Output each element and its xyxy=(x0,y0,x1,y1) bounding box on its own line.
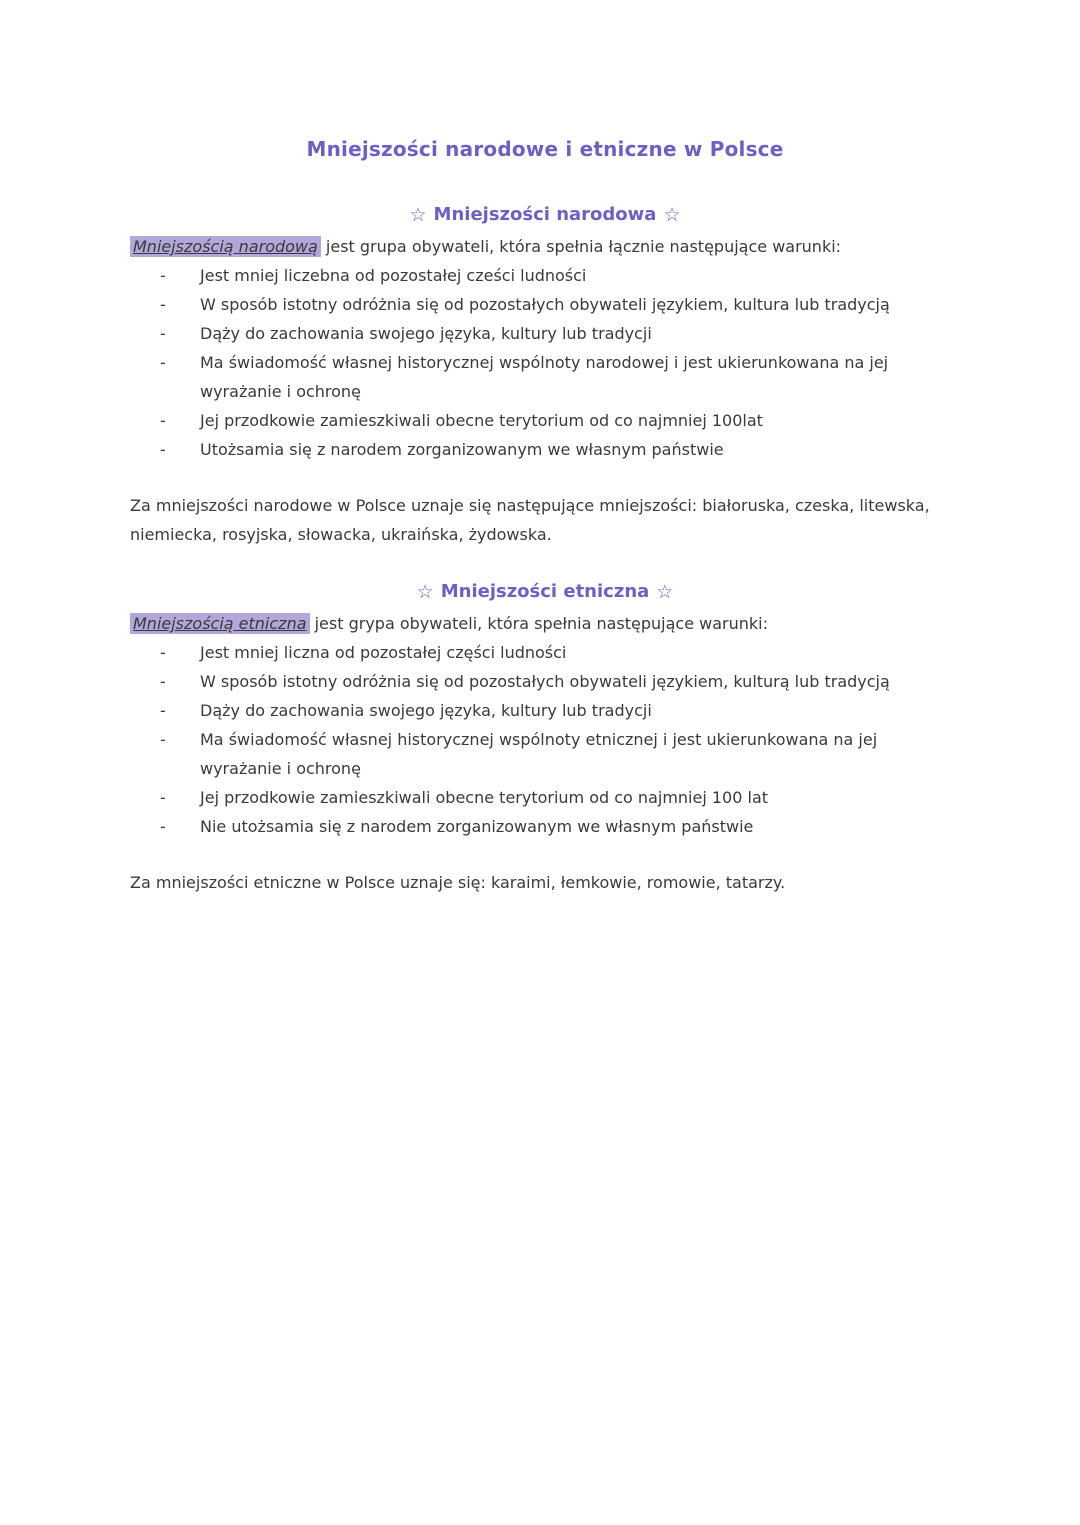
bullet-dash: - xyxy=(160,730,166,749)
bullet-dash: - xyxy=(160,672,166,691)
section-national-intro xyxy=(130,232,960,261)
section-ethnic-summary: Za mniejszości etniczne w Polsce uznaje się: karaimi, łemkowie, romowie, tatarzy. xyxy=(130,873,786,892)
bullet-text: Jest mniej liczna od pozostałej części ludności xyxy=(200,643,567,662)
bullet-dash: - xyxy=(160,788,166,807)
highlighted-term-national: Mniejszością narodową xyxy=(130,236,321,257)
section-ethnic-intro xyxy=(130,609,960,638)
section-national-minority xyxy=(130,200,960,549)
bullet-dash: - xyxy=(160,266,166,285)
section-national-bullet-list xyxy=(130,261,960,464)
bullet-dash: - xyxy=(160,701,166,720)
section-national-header-label: Mniejszości narodowa xyxy=(433,204,657,225)
bullet-item xyxy=(130,638,960,667)
star-icon: ☆ xyxy=(409,204,427,226)
star-icon: ☆ xyxy=(656,581,674,603)
bullet-item xyxy=(130,406,960,435)
bullet-dash: - xyxy=(160,643,166,662)
document-title: Mniejszości narodowe i etniczne w Polsce xyxy=(306,137,784,161)
bullet-item xyxy=(130,261,960,290)
section-national-summary: Za mniejszości narodowe w Polsce uznaje się następujące mniejszości: białoruska, czeska, litewska, niemiecka, rosyjska, słowacka, ukraińska, żydowska. xyxy=(130,496,930,544)
bullet-text: Ma świadomość własnej historycznej wspólnoty narodowej i jest ukierunkowana na jej wyrażanie i ochronę xyxy=(200,353,889,401)
bullet-item xyxy=(130,725,960,783)
bullet-dash: - xyxy=(160,353,166,372)
bullet-item xyxy=(130,319,960,348)
bullet-text: Ma świadomość własnej historycznej wspólnoty etnicznej i jest ukierunkowana na jej wyrażanie i ochronę xyxy=(200,730,878,778)
section-national-intro-text: jest grupa obywateli, która spełnia łącznie następujące warunki: xyxy=(320,237,842,256)
bullet-text: Nie utożsamia się z narodem zorganizowanym we własnym państwie xyxy=(200,817,754,836)
bullet-item xyxy=(130,812,960,841)
bullet-text: W sposób istotny odróżnia się od pozostałych obywateli językiem, kultura lub tradycją xyxy=(200,295,890,314)
section-ethnic-intro-text: jest grypa obywateli, która spełnia następujące warunki: xyxy=(309,614,768,633)
star-icon: ☆ xyxy=(663,204,681,226)
bullet-item xyxy=(130,783,960,812)
bullet-item xyxy=(130,667,960,696)
bullet-item xyxy=(130,435,960,464)
bullet-item xyxy=(130,290,960,319)
bullet-dash: - xyxy=(160,324,166,343)
bullet-text: Jest mniej liczebna od pozostałej cześci ludności xyxy=(200,266,587,285)
highlighted-term-ethnic: Mniejszością etniczna xyxy=(130,613,310,634)
section-ethnic-bullet-list xyxy=(130,638,960,841)
bullet-dash: - xyxy=(160,295,166,314)
section-ethnic-minority xyxy=(130,577,960,897)
bullet-text: Dąży do zachowania swojego języka, kultury lub tradycji xyxy=(200,701,652,720)
section-ethnic-header xyxy=(130,577,960,606)
bullet-text: Utożsamia się z narodem zorganizowanym we własnym państwie xyxy=(200,440,724,459)
bullet-text: Jej przodkowie zamieszkiwali obecne terytorium od co najmniej 100 lat xyxy=(200,788,769,807)
bullet-text: Jej przodkowie zamieszkiwali obecne terytorium od co najmniej 100lat xyxy=(200,411,763,430)
bullet-item xyxy=(130,348,960,406)
section-national-header xyxy=(130,200,960,229)
bullet-item xyxy=(130,696,960,725)
bullet-dash: - xyxy=(160,440,166,459)
document-content xyxy=(130,135,960,897)
bullet-dash: - xyxy=(160,817,166,836)
star-icon: ☆ xyxy=(416,581,434,603)
section-ethnic-header-label: Mniejszości etniczna xyxy=(440,581,650,602)
bullet-text: W sposób istotny odróżnia się od pozostałych obywateli językiem, kulturą lub tradycją xyxy=(200,672,890,691)
bullet-dash: - xyxy=(160,411,166,430)
bullet-text: Dąży do zachowania swojego języka, kultury lub tradycji xyxy=(200,324,652,343)
